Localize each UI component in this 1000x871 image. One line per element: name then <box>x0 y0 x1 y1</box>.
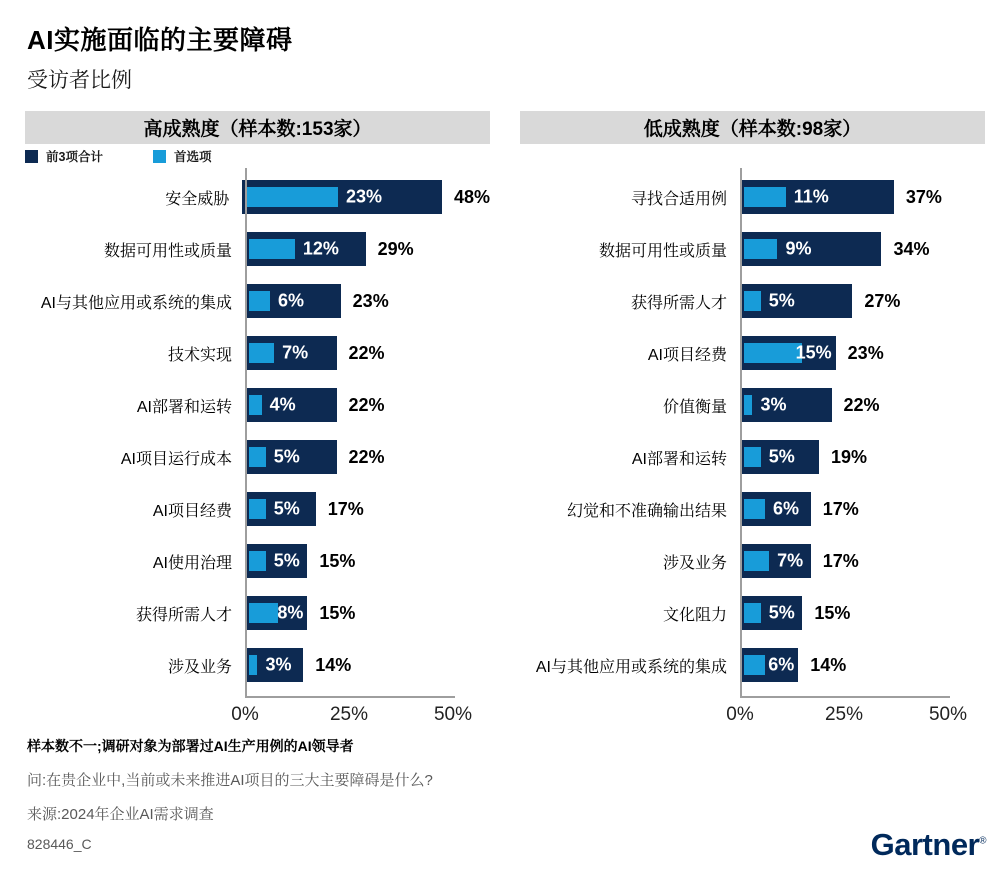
bar-row <box>25 596 490 630</box>
total-value: 15% <box>319 602 356 623</box>
category-label: AI项目经费 <box>647 346 727 364</box>
category-label: 涉及业务 <box>662 554 727 572</box>
first-choice-swatch <box>153 150 166 163</box>
category-label: 安全威胁 <box>165 190 230 208</box>
category-label: 价值衡量 <box>662 398 727 416</box>
bar-area <box>245 232 490 266</box>
legend-item-first-choice <box>153 147 212 165</box>
bar-rows <box>25 168 490 682</box>
bar-area <box>740 232 985 266</box>
bar-area <box>740 492 985 526</box>
bar-row <box>25 544 490 578</box>
total-bar <box>740 232 881 266</box>
preference-value: 3% <box>760 394 787 415</box>
total-value: 15% <box>319 550 356 571</box>
bar-row <box>520 388 985 422</box>
page-subtitle: 受访者比例 <box>27 69 132 92</box>
gartner-logo <box>871 827 986 863</box>
total-bar <box>242 180 442 214</box>
bar-row <box>520 596 985 630</box>
total-value: 14% <box>810 654 847 675</box>
bar-row <box>520 232 985 266</box>
category-label: 寻找合适用例 <box>630 190 727 208</box>
total-bar <box>245 544 307 578</box>
preference-value: 4% <box>269 394 296 415</box>
top3-swatch <box>25 150 38 163</box>
total-bar <box>740 180 894 214</box>
preference-value: 15% <box>795 342 832 363</box>
preference-value: 5% <box>768 602 795 623</box>
bar-area <box>242 180 490 214</box>
preference-bar <box>249 551 266 571</box>
x-tick-label: 50% <box>433 704 473 725</box>
preference-bar <box>744 499 765 519</box>
bar-area <box>740 596 985 630</box>
bar-area <box>245 388 490 422</box>
preference-bar <box>744 603 761 623</box>
y-axis-line <box>740 168 742 696</box>
total-bar <box>245 284 341 318</box>
bar-area <box>245 492 490 526</box>
total-value: 22% <box>348 342 385 363</box>
category-label: AI项目经费 <box>152 502 232 520</box>
bar-row <box>25 492 490 526</box>
category-label: 幻觉和不准确输出结果 <box>566 502 727 520</box>
total-bar <box>245 232 366 266</box>
bar-area <box>245 284 490 318</box>
total-bar <box>740 544 811 578</box>
category-label: AI与其他应用或系统的集成 <box>535 658 727 676</box>
category-label: 数据可用性或质量 <box>598 242 727 260</box>
preference-value: 3% <box>265 654 292 675</box>
category-label: AI项目运行成本 <box>120 450 232 468</box>
y-axis-line <box>245 168 247 696</box>
preference-bar <box>744 291 761 311</box>
preference-value: 5% <box>273 498 300 519</box>
total-bar <box>740 596 802 630</box>
bar-area <box>245 648 490 682</box>
total-bar <box>245 492 316 526</box>
preference-value: 6% <box>768 654 795 675</box>
bar-area <box>740 284 985 318</box>
category-label: 技术实现 <box>167 346 232 364</box>
gartner-logo-text: Gartner <box>870 827 980 862</box>
bar-row <box>25 284 490 318</box>
total-bar <box>740 388 832 422</box>
total-value: 22% <box>348 394 385 415</box>
preference-bar <box>249 499 266 519</box>
total-value: 48% <box>453 186 490 207</box>
preference-bar <box>246 187 338 207</box>
x-tick-label: 0% <box>726 704 754 725</box>
x-tick-label: 25% <box>824 704 864 725</box>
footnotes <box>0 736 1000 852</box>
total-value: 23% <box>352 290 389 311</box>
bar-rows <box>520 168 985 682</box>
bar-area <box>740 440 985 474</box>
bar-row <box>25 648 490 682</box>
total-bar <box>245 336 337 370</box>
bar-area <box>740 388 985 422</box>
source-note: 来源:2024年企业AI需求调查 <box>27 806 214 823</box>
total-value: 17% <box>327 498 364 519</box>
preference-bar <box>249 603 278 623</box>
preference-value: 7% <box>282 342 309 363</box>
panel-header-high-maturity: 高成熟度（样本数:153家） <box>25 111 490 144</box>
x-tick-label: 25% <box>329 704 369 725</box>
bar-row <box>520 180 985 214</box>
total-bar <box>740 284 852 318</box>
total-bar <box>245 388 337 422</box>
x-axis-line <box>740 696 950 698</box>
category-label: AI与其他应用或系统的集成 <box>40 294 232 312</box>
total-value: 22% <box>348 446 385 467</box>
preference-value: 8% <box>277 602 304 623</box>
category-label: 获得所需人才 <box>135 606 232 624</box>
bar-area <box>245 596 490 630</box>
preference-bar <box>249 239 295 259</box>
preference-bar <box>744 655 765 675</box>
preference-bar <box>744 395 752 415</box>
preference-value: 9% <box>785 238 812 259</box>
bar-area <box>245 544 490 578</box>
legend-top3-label: 前3项合计 <box>46 150 103 164</box>
category-label: AI部署和运转 <box>136 398 232 416</box>
total-value: 29% <box>377 238 414 259</box>
preference-bar <box>744 187 786 207</box>
preference-bar <box>249 655 257 675</box>
bar-row <box>25 336 490 370</box>
total-value: 27% <box>864 290 901 311</box>
total-bar <box>245 648 303 682</box>
bar-row <box>520 284 985 318</box>
total-value: 17% <box>822 498 859 519</box>
preference-bar <box>249 343 274 363</box>
bar-row <box>520 544 985 578</box>
total-value: 34% <box>893 238 930 259</box>
bar-area <box>245 440 490 474</box>
total-value: 17% <box>822 550 859 571</box>
bar-row <box>520 492 985 526</box>
preference-value: 23% <box>345 186 382 207</box>
total-value: 14% <box>315 654 352 675</box>
page-title: AI实施面临的主要障碍 <box>27 25 293 55</box>
x-tick-label: 0% <box>231 704 259 725</box>
panel-header-low-maturity: 低成熟度（样本数:98家） <box>520 111 985 144</box>
preference-value: 5% <box>768 290 795 311</box>
bar-row <box>25 388 490 422</box>
chart-high-maturity <box>25 168 490 696</box>
survey-question: 问:在贵企业中,当前或未来推进AI项目的三大主要障碍是什么? <box>27 772 433 789</box>
preference-bar <box>249 291 270 311</box>
total-bar <box>740 440 819 474</box>
preference-bar <box>744 551 769 571</box>
legend-spacer <box>520 144 985 168</box>
preference-value: 11% <box>793 186 829 207</box>
bar-area <box>245 336 490 370</box>
x-axis-labels <box>231 704 473 730</box>
category-label: 获得所需人才 <box>630 294 727 312</box>
total-value: 23% <box>847 342 884 363</box>
preference-bar <box>249 395 262 415</box>
category-label: AI部署和运转 <box>631 450 727 468</box>
panel-low-maturity <box>520 111 985 730</box>
total-value: 22% <box>843 394 880 415</box>
category-label: 文化阻力 <box>662 606 727 624</box>
bar-area <box>740 180 985 214</box>
legend <box>25 144 490 168</box>
bar-row <box>25 440 490 474</box>
bar-area <box>740 336 985 370</box>
preference-bar <box>249 447 266 467</box>
bar-row <box>25 232 490 266</box>
total-value: 15% <box>814 602 851 623</box>
total-bar <box>245 440 337 474</box>
registered-mark: ® <box>979 835 986 847</box>
x-axis-line <box>245 696 455 698</box>
preference-value: 6% <box>277 290 304 311</box>
preference-bar <box>744 343 802 363</box>
category-label: AI使用治理 <box>152 554 232 572</box>
category-label: 数据可用性或质量 <box>103 242 232 260</box>
preference-value: 5% <box>768 446 795 467</box>
preference-value: 5% <box>273 446 300 467</box>
document-id: 828446_C <box>27 836 92 852</box>
total-bar <box>740 336 836 370</box>
bar-area <box>740 544 985 578</box>
chart-low-maturity <box>520 168 985 696</box>
panel-high-maturity <box>25 111 490 730</box>
sample-note: 样本数不一;调研对象为部署过AI生产用例的AI领导者 <box>27 738 354 754</box>
preference-value: 5% <box>273 550 300 571</box>
category-label: 涉及业务 <box>167 658 232 676</box>
preference-value: 6% <box>772 498 799 519</box>
preference-value: 12% <box>302 238 339 259</box>
preference-bar <box>744 239 777 259</box>
x-axis-labels <box>726 704 968 730</box>
total-bar <box>740 492 811 526</box>
bar-row <box>520 440 985 474</box>
bar-row <box>520 648 985 682</box>
preference-value: 7% <box>777 550 804 571</box>
x-tick-label: 50% <box>928 704 968 725</box>
bar-row <box>520 336 985 370</box>
total-value: 19% <box>831 446 868 467</box>
charts-row <box>0 94 1000 730</box>
legend-first-choice-label: 首选项 <box>173 150 212 164</box>
bar-area <box>740 648 985 682</box>
preference-bar <box>744 447 761 467</box>
bar-row <box>25 180 490 214</box>
total-value: 37% <box>905 186 942 207</box>
total-bar <box>245 596 307 630</box>
legend-item-top3 <box>25 147 103 165</box>
total-bar <box>740 648 798 682</box>
